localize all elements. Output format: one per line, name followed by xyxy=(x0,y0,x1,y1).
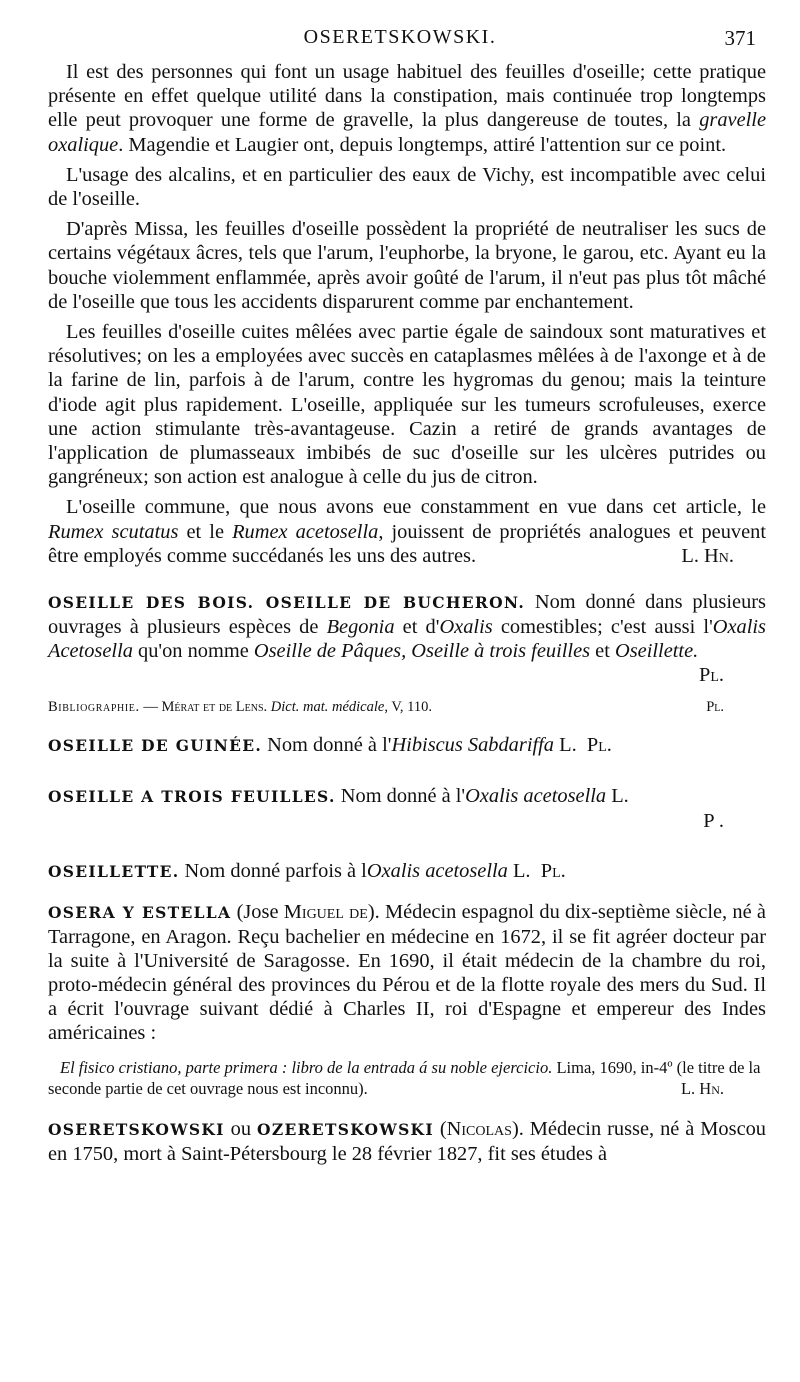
text-run: Nom donné parfois à l xyxy=(179,860,367,883)
headword: OSEILLETTE. xyxy=(48,862,180,882)
oseille-paragraph-4: Les feuilles d'oseille cuites mêlées avec partie égale de saindoux sont maturatives et résolutives; on les a employées avec succès en cataplasmes mêlées à de l'axonge et à de la farine de lin, parfois à de l'arum, contre les hygromas du genou; mais la teinture d'iode agit plus rapidement. L'oseille, appliquée sur les tumeurs scrofuleuses, exerce une action stimulante très-avantageuse. Cazin a retiré de grands avantages de l'application de plumasseaux imbibés de suc d'oseille sur les ulcères putrides ou gangréneux; son action est analogue à celle du jus de citron. xyxy=(48,321,766,489)
author-signature: Pl. xyxy=(586,734,612,757)
text-run: L. xyxy=(606,785,629,808)
text-run: et xyxy=(590,640,615,663)
author-signature: Pl. xyxy=(706,699,724,716)
text-run: ). Médecin russe, né à Moscou en 1750, mort à Saint-Pétersbourg le 28 février 1827, fit ses études à xyxy=(48,1118,767,1166)
headword-variant: OZERETSKOWSKI xyxy=(257,1120,434,1140)
text-run: qu'on nomme xyxy=(132,640,254,663)
author-name: Mérat et de Lens. xyxy=(161,699,268,716)
text-run: ou xyxy=(224,1118,258,1141)
bibliography-label: Bibliographie. xyxy=(48,699,140,716)
text-run: , V, 110. xyxy=(384,699,433,716)
page-body xyxy=(48,60,766,1166)
text-run: Nom donné dans plusieurs ouvrages à plusieurs espèces de xyxy=(48,591,766,639)
text-run: ( xyxy=(433,1118,447,1141)
text-run: Il est des personnes qui font un usage habituel des feuilles d'oseille; cette pratique présente en effet quelque utilité dans la constipation, mais continuée trop longtemps elle peut provoquer une forme de gravelle, la plus dangereuse de toutes, la xyxy=(48,61,766,132)
text-run: Lima, 1690, in-4º (le titre de la seconde partie de cet ouvrage nous est inconnu). xyxy=(48,1058,761,1099)
bibliography xyxy=(48,1057,766,1099)
person-name: Nicolas xyxy=(446,1118,512,1141)
italic-term: Oxalis acetosella xyxy=(366,860,508,883)
text-run: L. xyxy=(507,860,531,883)
italic-term: Oseillette. xyxy=(614,640,699,663)
text-run: et le xyxy=(178,520,233,543)
italic-term: Hibiscus Sabdariffa xyxy=(391,734,555,757)
oseille-paragraph-3: D'après Missa, les feuilles d'oseille possèdent la propriété de neutraliser les sucs de certains végétaux âcres, tels que l'arum, l'euphorbe, la bryone, le garou, etc. Ayant eu la bouche violemment enflammée, après avoir goûté de l'arum, il n'eut pas plus tôt mâché de l'oseille que tous les accidents disparurent comme par enchantement. xyxy=(48,218,766,313)
entry-text xyxy=(48,900,766,1045)
headword: OSEILLE A TROIS FEUILLES. xyxy=(48,787,336,807)
text-run: ). Médecin espagnol du dix-septième siècle, né à Tarragone, en Aragon. Reçu bachelier en médecine en 1672, il se fit agréer docteur par la suite à l'Université de Saragosse. En 1690, il était médecin de la chambre du roi, proto-médecin général des provinces du Pérou et de la flotte royale des mers du Sud. Il a écrit l'ouvrage suivant dédié à Charles II, roi d'Espagne et empereur des Indes américaines : xyxy=(48,901,766,1045)
headword: OSEILLE DE GUINÉE. xyxy=(48,736,263,756)
entry-osera-y-estella xyxy=(48,900,766,1099)
author-signature: L. Hn. xyxy=(681,544,734,567)
entry-oseille-des-bois xyxy=(48,590,766,717)
text-run: (Jose xyxy=(231,901,284,924)
italic-term: Oxalis Acetosella xyxy=(48,616,766,663)
italic-term: Oxalis acetosella xyxy=(465,785,607,808)
text-run: L. xyxy=(554,734,577,757)
text-run: Nom donné à l' xyxy=(262,734,392,757)
entry-text xyxy=(48,590,766,663)
text-run: — xyxy=(139,699,162,716)
entry-oseillette xyxy=(48,859,766,884)
italic-term: Oseille de Pâques, Oseille à trois feuilles xyxy=(253,640,591,663)
bibliography xyxy=(48,697,766,717)
entry-oseretskowski xyxy=(48,1117,766,1166)
headword: OSERETSKOWSKI xyxy=(48,1120,225,1140)
author-signature: L. Hn. xyxy=(680,1079,724,1099)
text-run: comestibles; c'est aussi l' xyxy=(492,616,713,639)
oseille-paragraph-5 xyxy=(48,495,766,568)
text-run: , jouissent de propriétés analogues et peuvent être employés comme succédanés les uns des autres. xyxy=(48,520,766,567)
entry-text xyxy=(48,784,766,809)
text-run: et d' xyxy=(394,616,440,639)
italic-term: Rumex scutatus xyxy=(48,520,179,543)
person-name: Miguel de xyxy=(283,901,368,924)
entry-oseille-de-guinee xyxy=(48,733,766,758)
entry-oseille-a-trois-feuilles xyxy=(48,784,766,833)
running-title: OSERETSKOWSKI. xyxy=(303,26,497,48)
author-signature: Pl. xyxy=(540,860,566,883)
headword: OSEILLE DES BOIS. OSEILLE DE BUCHERON. xyxy=(48,593,526,613)
author-signature: Pl. xyxy=(699,664,724,687)
italic-term: Rumex acetosella xyxy=(232,520,379,543)
author-signature: P . xyxy=(703,810,724,833)
italic-term: gravelle oxalique xyxy=(48,109,766,156)
oseille-paragraph-2: L'usage des alcalins, et en particulier des eaux de Vichy, est incompatible avec celui de l'oseille. xyxy=(48,163,766,211)
text-run: L'oseille commune, que nous avons eue constamment en vue dans cet article, le xyxy=(66,496,766,519)
running-header xyxy=(0,26,800,56)
italic-term: Oxalis xyxy=(439,616,493,639)
work-title: Dict. mat. médicale xyxy=(270,699,385,716)
headword: OSERA Y ESTELLA xyxy=(48,903,232,923)
text-run: . Magendie et Laugier ont, depuis longtemps, attiré l'attention sur ce point. xyxy=(118,133,727,156)
oseille-paragraph-1 xyxy=(48,60,766,157)
text-run: Nom donné à l' xyxy=(335,785,466,808)
italic-term: Begonia xyxy=(326,616,395,639)
page-number: 371 xyxy=(724,26,756,50)
work-title: El fisico cristiano, parte primera : libro de la entrada á su noble ejercicio. xyxy=(60,1058,553,1078)
